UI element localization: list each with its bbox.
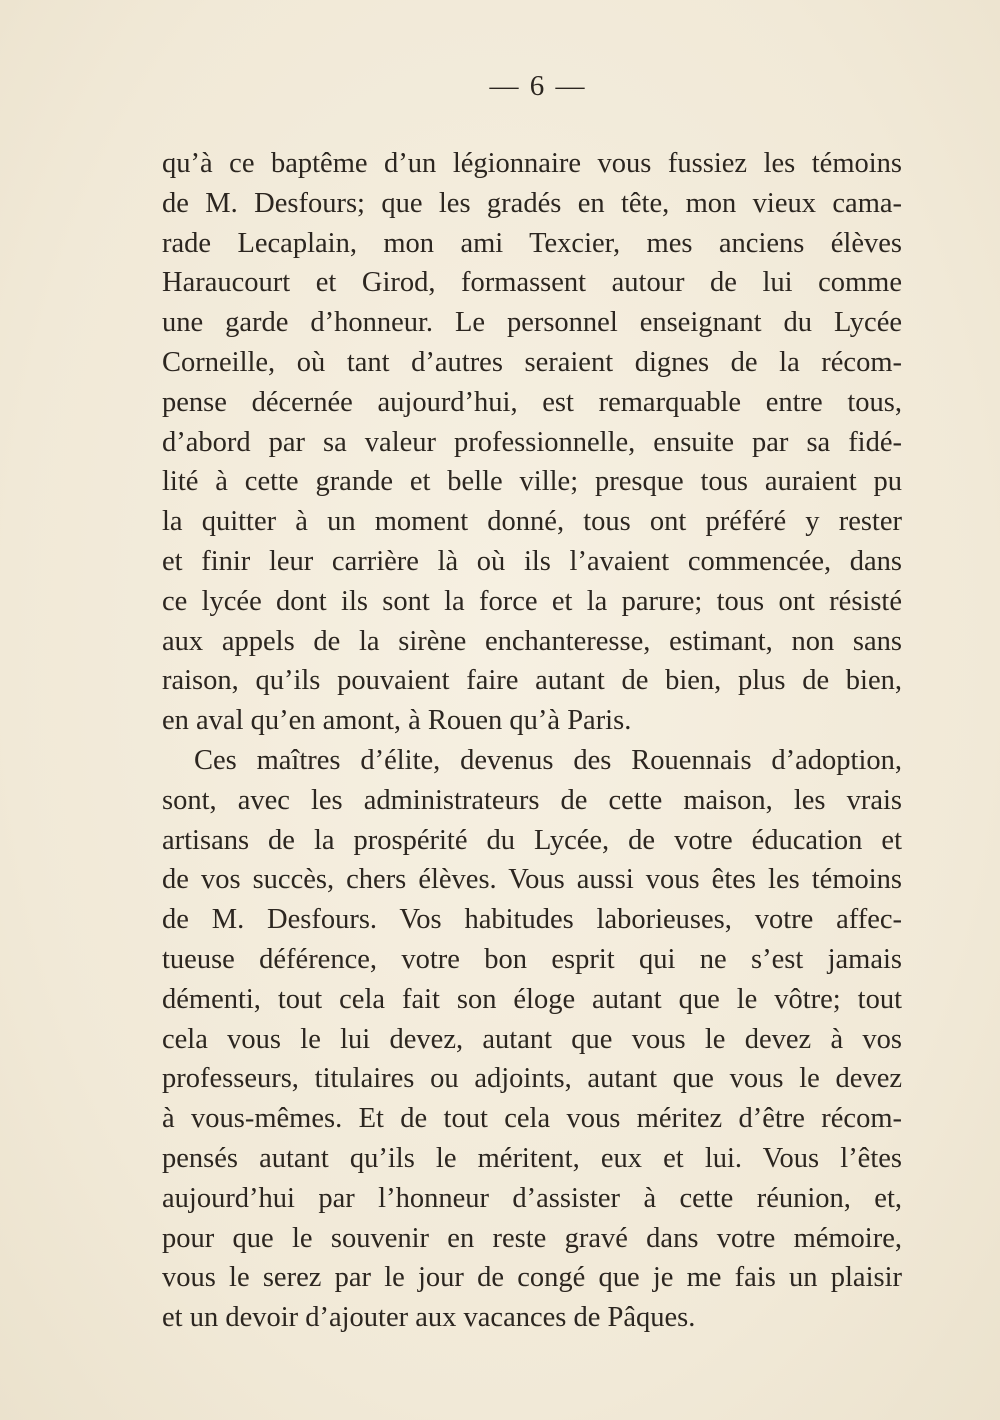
text-line: démenti, tout cela fait son éloge autant que le vôtre; tout [162,983,902,1015]
text-line: ce lycée dont ils sont la force et la parure; tous ont résisté [162,585,902,617]
text-line: aujourd’hui par l’honneur d’assister à cette réunion, et, [162,1182,902,1214]
text-line: et finir leur carrière là où ils l’avaient commencée, dans [162,545,902,577]
text-line: de M. Desfours; que les gradés en tête, mon vieux cama- [162,187,902,219]
text-line: une garde d’honneur. Le personnel enseignant du Lycée [162,307,902,339]
text-line: de vos succès, chers élèves. Vous aussi vous êtes les témoins [162,864,902,896]
text-line: d’abord par sa valeur professionnelle, ensuite par sa fidé- [162,426,902,458]
text-line: à vous-mêmes. Et de tout cela vous méritez d’être récom- [162,1103,902,1135]
text-line: Haraucourt et Girod, formassent autour de lui comme [162,267,902,299]
text-line: tueuse déférence, votre bon esprit qui ne s’est jamais [162,943,902,975]
paragraph-start-line: Ces maîtres d’élite, devenus des Rouennais d’adoption, [194,744,902,776]
text-line: de M. Desfours. Vos habitudes laborieuses, votre affec- [162,904,902,936]
text-line: pensés autant qu’ils le méritent, eux et lui. Vous l’êtes [162,1142,902,1174]
page-number: — 6 — [489,70,587,102]
text-line: qu’à ce baptême d’un légionnaire vous fussiez les témoins [162,148,902,179]
text-line: rade Lecaplain, mon ami Texcier, mes anciens élèves [162,227,902,259]
text-line: la quitter à un moment donné, tous ont préféré y rester [162,506,902,538]
text-line: vous le serez par le jour de congé que je me fais un plaisir [162,1262,902,1294]
text-line: pense décernée aujourd’hui, est remarquable entre tous, [162,386,902,418]
text-line: professeurs, titulaires ou adjoints, autant que vous le devez [162,1063,902,1095]
text-line: aux appels de la sirène enchanteresse, estimant, non sans [162,625,902,657]
text-line: raison, qu’ils pouvaient faire autant de bien, plus de bien, [162,665,902,697]
body-text [162,144,902,1338]
text-line: cela vous le lui devez, autant que vous le devez à vos [162,1023,902,1055]
paragraph-end-line: en aval qu’en amont, à Rouen qu’à Paris. [162,705,632,737]
text-line: pour que le souvenir en reste gravé dans votre mémoire, [162,1222,902,1254]
paragraph-end-line: et un devoir d’ajouter aux vacances de Pâques. [162,1302,696,1334]
text-line: lité à cette grande et belle ville; presque tous auraient pu [162,466,902,498]
text-line: sont, avec les administrateurs de cette maison, les vrais [162,784,902,816]
text-line: Corneille, où tant d’autres seraient dignes de la récom- [162,346,902,378]
text-line: artisans de la prospérité du Lycée, de votre éducation et [162,824,902,856]
